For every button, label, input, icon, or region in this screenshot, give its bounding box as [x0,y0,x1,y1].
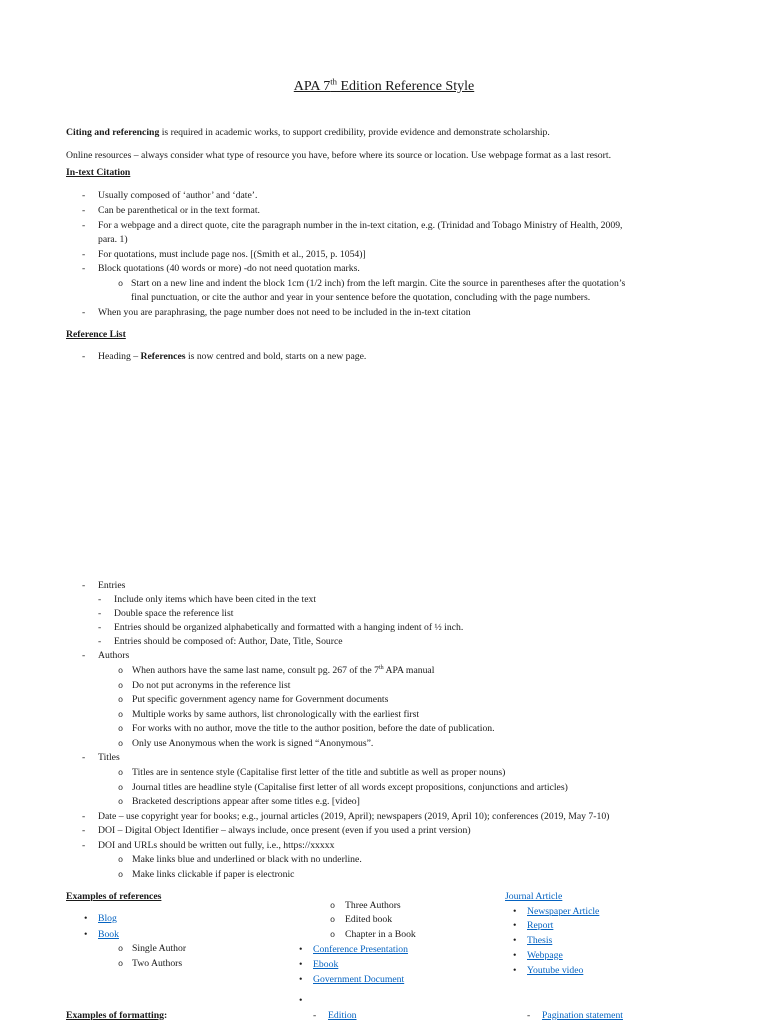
title-superscript: th [330,76,337,87]
circle-marker: o [118,724,124,734]
entries-item: Entries should be organized alphabetically and formatted with a hanging indent of ½ inch. [114,622,464,633]
authors-item-pre: When authors have the same last name, consult pg. 267 of the 7 [132,665,379,676]
dash-marker: - [82,249,86,260]
section-heading-examples-of-references: Examples of references [66,891,162,902]
formatting-heading-text: Examples of formatting [66,1010,164,1021]
intro-bold-lead: Citing and referencing [66,127,160,138]
titles-item: Bracketed descriptions appear after some titles e.g. [video] [132,796,360,807]
intro-paragraph-2: Online resources – always consider what type of resource you have, before where its source or location. Use webpage format as a last resort. [66,150,611,161]
link-conference-presentation[interactable]: Conference Presentation [313,944,408,955]
entries-label: Entries [98,580,126,591]
dash-marker: - [82,580,86,591]
in-text-sub-item-continuation: final punctuation, or cite the author and year in your sentence before the quotation, concluding with the page numbers. [131,292,591,303]
bullet-marker: • [84,929,88,940]
link-webpage[interactable]: Webpage [527,950,563,961]
dash-marker: - [98,622,102,633]
circle-marker: o [118,855,124,865]
urls-item: Make links blue and underlined or black with no underline. [132,854,362,865]
bullet-marker: • [299,959,303,970]
authors-item: Do not put acronyms in the reference list [132,680,291,691]
formatting-heading-colon: : [163,1010,168,1021]
titles-item: Titles are in sentence style (Capitalise first letter of the title and subtitle as well as proper nouns) [132,767,506,778]
titles-label: Titles [98,752,120,763]
intro-rest: is required in academic works, to support credibility, provide evidence and demonstrate scholarship. [159,127,550,138]
titles-item: Journal titles are headline style (Capitalise first letter of all words except propositions, conjunctions and articles) [132,782,568,793]
dash-marker: - [82,220,86,231]
section-heading-in-text-citation: In-text Citation [66,167,131,178]
authors-label: Authors [98,650,130,661]
link-blog[interactable]: Blog [98,913,117,924]
circle-marker: o [118,797,124,807]
in-text-item: Block quotations (40 words or more) -do not need quotation marks. [98,263,360,274]
authors-item-post: APA manual [383,665,435,676]
dash-marker: - [82,811,86,822]
bullet-marker: • [513,950,517,961]
bullet-marker: • [299,974,303,985]
in-text-sub-item: Start on a new line and indent the block 1cm (1/2 inch) from the left margin. Cite the source in parentheses after the quotation’s [131,278,626,289]
circle-marker: o [118,870,124,880]
dash-marker: - [82,351,86,362]
title-post: Edition Reference Style [336,79,475,94]
bullet-marker: • [299,944,303,955]
book-type-item: Edited book [345,914,393,925]
in-text-item-continuation: para. 1) [98,234,128,245]
entries-item: Include only items which have been cited in the text [114,594,317,605]
circle-marker: o [118,710,124,720]
book-type-item: Single Author [132,943,187,954]
bullet-marker: • [513,906,517,917]
dash-marker: - [313,1010,317,1021]
dash-marker: - [98,636,102,647]
bullet-marker: • [84,913,88,924]
circle-marker: o [330,930,336,940]
intro-paragraph-1 [66,127,550,139]
link-youtube-video[interactable]: Youtube video [527,965,584,976]
rule-pre: Heading – [98,351,141,362]
circle-marker: o [118,783,124,793]
link-pagination-statement[interactable]: Pagination statement [542,1010,623,1021]
authors-item: Only use Anonymous when the work is signed “Anonymous”. [132,738,374,749]
title-pre: APA 7 [293,79,331,94]
dash-marker: - [82,840,86,851]
in-text-item: When you are paraphrasing, the page number does not need to be included in the in-text citation [98,307,471,318]
link-book[interactable]: Book [98,929,119,940]
circle-marker: o [330,915,336,925]
dash-marker: - [82,752,86,763]
authors-item: Multiple works by same authors, list chronologically with the earliest first [132,709,420,720]
reference-heading-rule [98,351,366,363]
circle-marker: o [118,739,124,749]
dash-marker: - [82,205,86,216]
title-text [293,76,475,94]
authors-item-superscript: th [378,664,384,671]
doi-rule: DOI – Digital Object Identifier – always include, once present (even if you used a print version) [98,825,471,836]
urls-rule: DOI and URLs should be written out fully, i.e., https://xxxxx [98,840,335,851]
section-heading-examples-of-formatting [66,1010,167,1022]
in-text-item: For a webpage and a direct quote, cite the paragraph number in the in-text citation, e.g. (Trinidad and Tobago Ministry of Health, 2009, [98,220,623,231]
bullet-marker: • [513,920,517,931]
section-heading-reference-list: Reference List [66,329,126,340]
circle-marker: o [118,681,124,691]
page-title [0,78,768,96]
circle-marker: o [118,944,124,954]
book-type-item: Two Authors [132,958,183,969]
dash-marker: - [98,594,102,605]
urls-item: Make links clickable if paper is electronic [132,869,295,880]
book-type-item: Three Authors [345,900,401,911]
in-text-item: Usually composed of ‘author’ and ‘date’. [98,190,258,201]
dash-marker: - [82,650,86,661]
link-ebook[interactable]: Ebook [313,959,339,970]
circle-marker: o [330,901,336,911]
link-edition[interactable]: Edition [328,1010,357,1021]
link-government-document[interactable]: Government Document [313,974,405,985]
book-type-item: Chapter in a Book [345,929,416,940]
dash-marker: - [82,307,86,318]
circle-marker: o [118,695,124,705]
link-report[interactable]: Report [527,920,554,931]
circle-marker: o [118,959,124,969]
link-journal-article[interactable]: Journal Article [505,891,563,902]
rule-post: is now centred and bold, starts on a new page. [185,351,367,362]
entries-item: Double space the reference list [114,608,234,619]
circle-marker: o [118,666,124,676]
authors-item [132,665,434,677]
in-text-item: For quotations, must include page nos. [(Smith et al., 2015, p. 1054)] [98,249,366,260]
circle-marker: o [118,279,124,289]
dash-marker: - [82,825,86,836]
dash-marker: - [98,608,102,619]
link-newspaper-article[interactable]: Newspaper Article [527,906,600,917]
in-text-item: Can be parenthetical or in the text format. [98,205,260,216]
dash-marker: - [527,1010,531,1021]
dash-marker: - [82,190,86,201]
date-rule: Date – use copyright year for books; e.g., journal articles (2019, April); newspapers (2019, April 10); conferences (2019, May 7-10) [98,811,610,822]
rule-bold: References [140,351,186,362]
authors-item: Put specific government agency name for Government documents [132,694,389,705]
link-thesis[interactable]: Thesis [527,935,553,946]
circle-marker: o [118,768,124,778]
authors-item: For works with no author, move the title to the author position, before the date of publication. [132,723,495,734]
bullet-marker: • [513,965,517,976]
entries-item: Entries should be composed of: Author, Date, Title, Source [114,636,343,647]
bullet-marker: • [513,935,517,946]
dash-marker: - [82,263,86,274]
bullet-marker: • [299,995,303,1006]
